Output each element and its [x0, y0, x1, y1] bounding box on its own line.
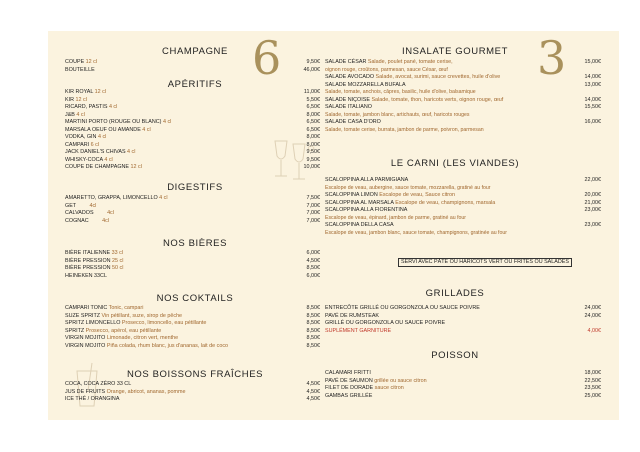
boissons-list — [65, 381, 320, 404]
list-item: JUS DE FRUITS Orange, abricot, ananas, pomme 4,50€ — [65, 388, 320, 395]
section-title-boissons-fraiches: NOS BOISSONS FRAÎCHES — [126, 369, 264, 380]
list-item: VIRGIN MOJITO Piña colada, rhum blanc, jus d'ananas, lait de coco 8,50€ — [65, 342, 320, 349]
list-item: COUPE 12 cl 9,50€ — [65, 59, 320, 65]
list-item: BIÈRE PRESSION 25 cl 4,50€ — [65, 257, 320, 264]
list-item: MARTINI PORTO (ROUGE OU BLANC) 4 cl 6,50€ — [65, 119, 320, 125]
section-title-digestifs: DIGESTIFS — [167, 182, 223, 193]
list-item: COGNAC 4cl 7,00€ — [65, 217, 320, 224]
list-item: SALADE MOZZARELLA BUFALA 13,00€ — [325, 81, 601, 88]
list-item: CALAMARI FRITTI 18,00€ — [325, 370, 601, 376]
list-item: WHISKY-COCA 4 cl 9,50€ — [65, 156, 320, 163]
list-item: GET 4cl 7,00€ — [65, 202, 320, 209]
list-item: SPRITZ LIMONCELLO Prosecco, limoncello, eau pétillante 8,50€ — [65, 320, 320, 326]
list-item: GAMBAS GRILLÉE 25,00€ — [325, 392, 601, 399]
list-item: COUPE DE CHAMPAGNE 12 cl 10,00€ — [65, 164, 320, 170]
list-item: CAMPARI TONIC Tonic, campari 8,50€ — [65, 305, 320, 311]
list-item: SALADE CASA D'ORO 16,00€ — [325, 119, 601, 125]
list-item: JACK DANIEL'S CHIVAS 4 cl 9,50€ — [65, 149, 320, 155]
item-description: Escalope de veau, épinard, jambon de parme, gratiné au four — [325, 214, 467, 221]
list-item: SCALOPPINA AL MARSALA Escalope de veau, champignons, marsala 21,00€ — [325, 199, 601, 206]
list-item: SCALOPPINA LIMON Escalope de veau, Sauce citron 20,00€ — [325, 192, 601, 198]
list-item: BIÈRE PRESSION 50 cl 8,50€ — [65, 265, 320, 271]
carni-list — [325, 177, 601, 237]
list-item: SALADE CÉSAR Salade, poulet pané, tomate cerise, 15,00€ — [325, 59, 601, 65]
list-item: SCALOPPINA ALLA FIORENTINA 23,00€ — [325, 207, 601, 213]
list-item: SCALOPPINA DELLA CASA 23,00€ — [325, 222, 601, 228]
item-description: Escalope de veau, aubergine, sauce tomate, mozzarella, gratiné au four — [325, 184, 491, 191]
page-number-left: 6 — [252, 31, 282, 85]
list-item: SUPLÉMENT GARNITURE 4,00€ — [325, 327, 601, 334]
list-item: VIRGIN MOJITO Limonade, citron vert, menthe 8,50€ — [65, 335, 320, 341]
list-item: VODKA, GIN 4 cl 8,00€ — [65, 134, 320, 140]
list-item: CALVADOS 4cl 7,00€ — [65, 210, 320, 216]
list-item: ICE THÉ / ORANGINA 4,50€ — [65, 396, 320, 402]
list-item: PAVÉ DE SAUMON grillée ou sauce citron 22,50€ — [325, 377, 601, 384]
list-item: MARSALA OEUF OU AMANDE 4 cl 6,50€ — [65, 126, 320, 133]
item-description: Salade, tomate, jambon blanc, artichauts, œuf, haricots rouges — [325, 111, 470, 118]
list-item: PAVÉ DE RUMSTEAK 24,00€ — [325, 312, 601, 319]
section-title-poisson: POISSON — [431, 350, 479, 361]
list-item: J&B 4 cl 8,00€ — [65, 111, 320, 118]
list-item: BOUTEILLE 46,00€ — [65, 66, 320, 73]
item-description: Salade, tomate cerise, burrata, jambon de parme, poivron, parmesan — [325, 126, 484, 133]
list-item: KIR ROYAL 12 cl 11,00€ — [65, 89, 320, 95]
champagne-list — [65, 59, 320, 74]
list-item: SCALOPPINA ALLA PARMIGIANA 22,00€ — [325, 177, 601, 183]
list-item: SALADE AVOCADO Salade, avocat, surimi, sauce crevettes, huile d'olive 14,00€ — [325, 74, 601, 80]
section-title-coktails: NOS COKTAILS — [156, 293, 234, 304]
list-item: HEINEKEN 33CL 6,00€ — [65, 272, 320, 279]
page-number-right: 3 — [537, 31, 567, 85]
poisson-list — [325, 370, 601, 400]
list-item: AMARETTO, GRAPPA, LIMONCELLO 4 cl 7,50€ — [65, 195, 320, 201]
side-dish-note: SERVI AVEC PÂTE OU HARICOTS VERT OU FRITES OU SALADES — [398, 258, 572, 267]
list-item: CAMPARI 6 cl 8,00€ — [65, 141, 320, 148]
menu-sheet — [48, 31, 619, 420]
list-item: ENTRECÔTE GRILLÉ OU GORGONZOLA OU SAUCE POIVRE 24,00€ — [325, 305, 601, 311]
list-item: SUZE SPRITZ Vin pétillant, suze, sirop de pêche 8,50€ — [65, 312, 320, 319]
item-description: oignon rouge, croûtons, parmesan, sauce César, œuf — [325, 66, 448, 73]
list-item: COCA, COCA ZÉRO 33 CL 4,50€ — [65, 381, 320, 387]
right-page — [324, 31, 610, 420]
list-item: SALADE NIÇOISE Salade, tomate, thon, haricots verts, oignon rouge, œuf 14,00€ — [325, 96, 601, 103]
list-item: SALADE ITALIANO 15,50€ — [325, 104, 601, 110]
insalate-list — [325, 59, 601, 134]
list-item: KIR 12 cl 5,50€ — [65, 96, 320, 103]
grillades-list — [325, 305, 601, 335]
list-item: FILET DE DORADE sauce citron 23,50€ — [325, 385, 601, 391]
list-item: SPRITZ Prosecco, apérol, eau pétillante 8,50€ — [65, 327, 320, 334]
list-item: RICARD, PASTIS 4 cl 6,50€ — [65, 104, 320, 110]
section-title-insalate: INSALATE GOURMET — [401, 46, 509, 57]
aperitifs-list — [65, 89, 320, 172]
section-title-carni: LE CARNI (LES VIANDES) — [390, 158, 520, 169]
coktails-list — [65, 305, 320, 350]
section-title-grillades: GRILLADES — [425, 288, 485, 299]
bieres-list — [65, 250, 320, 280]
left-page — [60, 31, 324, 420]
item-description: Escalope de veau, jambon blanc, sauce tomate, champignons, gratinée au four — [325, 229, 507, 236]
list-item: GRILLÉ OU GORGONZOLA OU SAUCE POIVRE — [325, 320, 446, 326]
list-item: BIÈRE ITALIENNE 33 cl 6,00€ — [65, 250, 320, 256]
section-title-aperitifs: APÉRITIFS — [167, 79, 223, 90]
section-title-bieres: NOS BIÈRES — [162, 238, 228, 249]
item-description: Salade, tomate, anchois, câpres, basilic, huile d'olive, balsamique — [325, 89, 476, 95]
digestifs-list — [65, 195, 320, 225]
section-title-champagne: CHAMPAGNE — [162, 46, 228, 57]
